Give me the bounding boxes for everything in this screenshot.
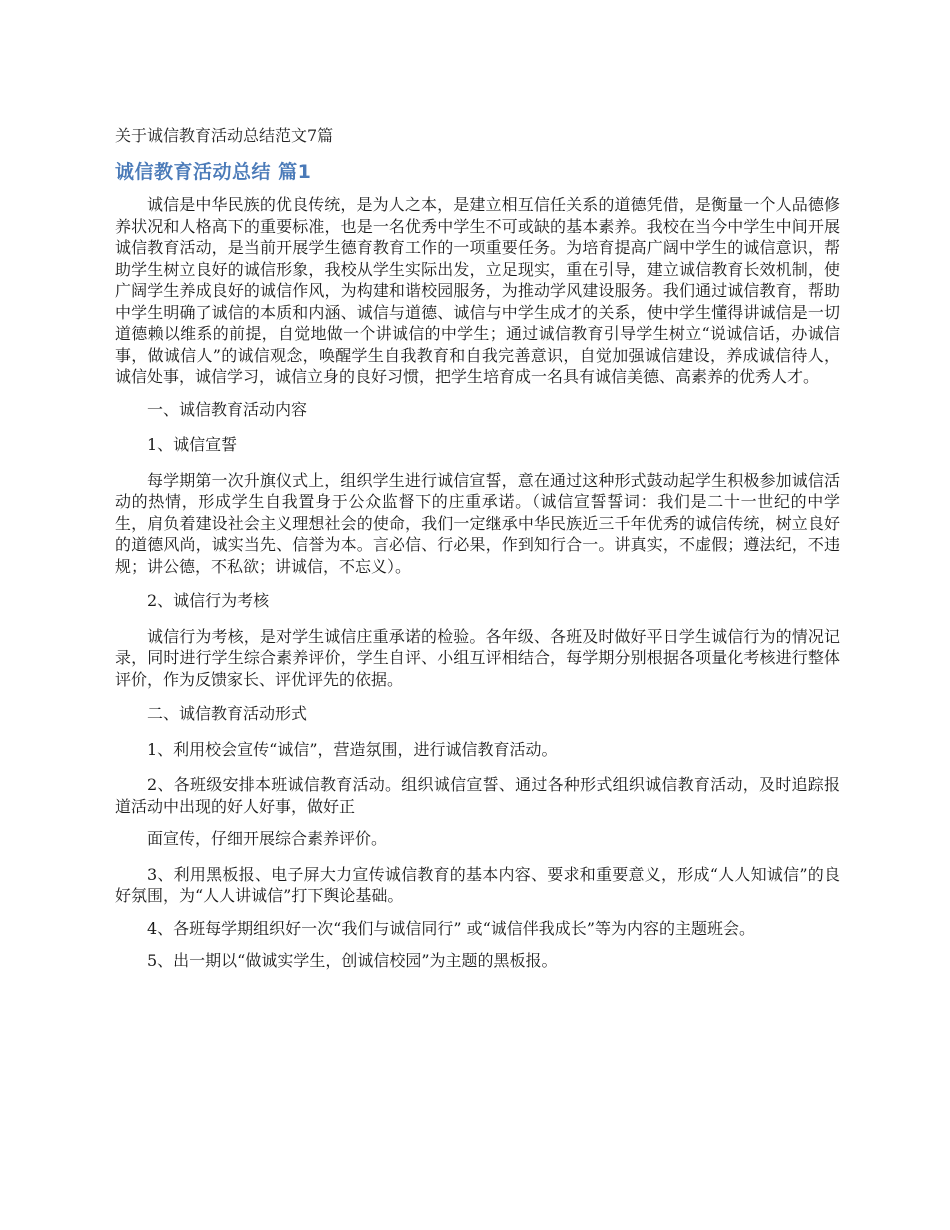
- assessment-paragraph: 诚信行为考核，是对学生诚信庄重承诺的检验。各年级、各班及时做好平日学生诚信行为的情况记录，同时进行学生综合素养评价，学生自评、小组互评相结合，每学期分别根据各项量化考核进行整体评价，作为反馈家长、评优评先的依据。: [115, 626, 840, 689]
- document-title: 关于诚信教育活动总结范文7篇: [115, 126, 334, 145]
- form-item-3: 3、利用黑板报、电子屏大力宣传诚信教育的基本内容、要求和重要意义，形成“人人知诚信”的良好氛围，为“人人讲诚信”打下舆论基础。: [115, 864, 840, 905]
- form-item-4: 4、各班每学期组织好一次“我们与诚信同行” 或“诚信伴我成长”等为内容的主题班会。: [147, 918, 755, 938]
- section-heading: 诚信教育活动总结 篇1: [115, 161, 312, 183]
- form-item-5: 5、出一期以“做诚实学生，创诚信校园”为主题的黑板报。: [147, 951, 558, 970]
- form-item-2: 2、各班级安排本班诚信教育活动。组织诚信宣誓、通过各种形式组织诚信教育活动，及时追踪报道活动中出现的好人好事，做好正: [115, 775, 840, 816]
- form-item-1: 1、利用校会宣传“诚信”，营造氛围，进行诚信教育活动。: [147, 739, 558, 759]
- oath-paragraph: 每学期第一次升旗仪式上，组织学生进行诚信宣誓，意在通过这种形式鼓动起学生积极参加诚信活动的热情，形成学生自我置身于公众监督下的庄重承诺。（诚信宣誓誓词：我们是二十一世纪的中学生，肩负着建设社会主义理想社会的使命，我们一定继承中华民族近三千年优秀的诚信传统，树立良好的道德风尚，诚实当先、信誉为本。言必信、行必果，作到知行合一。讲真实，不虚假；遵法纪，不违规；讲公德，不私欲；讲诚信，不忘义）。: [115, 470, 840, 576]
- item-assessment-title: 2、诚信行为考核: [147, 591, 270, 610]
- subheading-content: 一、诚信教育活动内容: [147, 399, 308, 419]
- document-page: [115, 124, 840, 986]
- subheading-forms: 二、诚信教育活动形式: [147, 704, 308, 723]
- item-oath-title: 1、诚信宣誓: [147, 435, 238, 454]
- form-item-2-continued: 面宣传，仔细开展综合素养评价。: [147, 829, 388, 848]
- intro-paragraph: 诚信是中华民族的优良传统，是为人之本，是建立相互信任关系的道德凭借，是衡量一个人品德修养状况和人格高下的重要标准，也是一名优秀中学生不可或缺的基本素养。我校在当今中学生中间开展诚信教育活动，是当前开展学生德育教育工作的一项重要任务。为培育提高广阔中学生的诚信意识，帮助学生树立良好的诚信形象，我校从学生实际出发，立足现实，重在引导，建立诚信教育长效机制，使广阔学生养成良好的诚信作风，为构建和谐校园服务，为推动学风建设服务。我们通过诚信教育，帮助中学生明确了诚信的本质和内涵、诚信与道德、诚信与中学生成才的关系，使中学生懂得讲诚信是一切道德赖以维系的前提，自觉地做一个讲诚信的中学生；通过诚信教育引导学生树立“说诚信话，办诚信事，做诚信人”的诚信观念，唤醒学生自我教育和自我完善意识，自觉加强诚信建设，养成诚信待人，诚信处事，诚信学习，诚信立身的良好习惯，把学生培育成一名具有诚信美德、高素养的优秀人才。: [115, 195, 840, 386]
